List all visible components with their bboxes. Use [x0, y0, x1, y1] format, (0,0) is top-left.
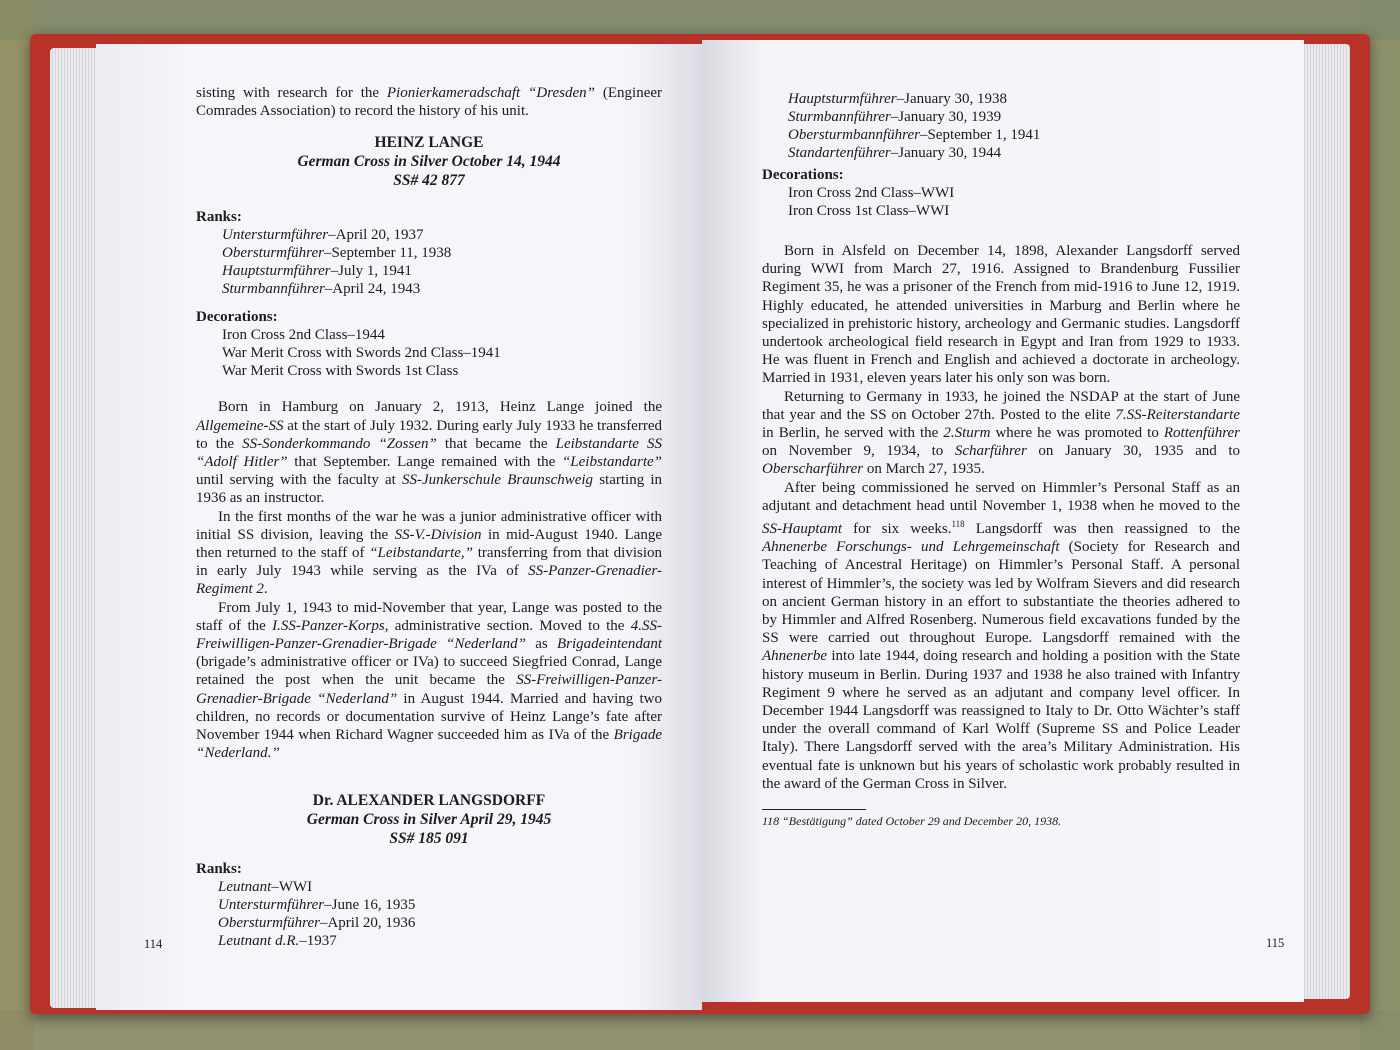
ranks-list-continued	[762, 90, 1240, 162]
decoration-item: War Merit Cross with Swords 2nd Class–1941	[222, 345, 501, 362]
ranks-label-langsdorff: Ranks:	[196, 861, 242, 878]
footnote-ref: 118	[951, 519, 965, 530]
rank-item: Obersturmführer–April 20, 1936	[218, 915, 416, 932]
entry-name-lange: HEINZ LANGE	[374, 134, 484, 152]
rank-item: Hauptsturmführer–July 1, 1941	[222, 263, 412, 280]
decorations-list-lange	[196, 326, 662, 380]
bio-paragraph-lange-3: From July 1, 1943 to mid-November that year, Lange was posted to the staff of the I.SS-Panzer-Korps, administrative section. Moved to the 4.SS-Freiwilligen-Panzer-Grenadier-Brigade “Nederland” as Brigadeintendant (brigade’s administrative officer or IVa) to succeed Siegfried Conrad, Lange retained the post when the unit became the SS-Freiwilligen-Panzer-Grenadier-Brigade “Nederland” in August 1944. Married and having two children, no records or documentation survive of Heinz Lange’s fate after November 1944 when Richard Wagner succeeded him as IVa of the Brigade “Nederland.”	[196, 599, 662, 762]
footnote-rule	[762, 809, 866, 810]
rank-item: Obersturmführer–September 11, 1938	[222, 245, 452, 262]
rank-item: Hauptsturmführer–January 30, 1938	[788, 91, 1008, 107]
intro-paragraph: sisting with research for the Pionierkameradschaft “Dresden” (Engineer Comrades Association) to record the history of his unit.	[196, 85, 663, 120]
decoration-item: Iron Cross 1st Class–WWI	[788, 203, 950, 219]
rank-item: Leutnant d.R.–1937	[218, 933, 337, 950]
bio-paragraph-langsdorff-2: Returning to Germany in 1933, he joined the NSDAP at the start of June that year and the SS on October 27th. Posted to the elite 7.SS-Reiterstandarte in Berlin, he served with the 2.Sturm where he was promoted to Rottenführer on November 9, 1934, to Scharführer on January 30, 1935 and to Oberscharführer on March 27, 1935.	[762, 388, 1240, 478]
rank-item: Obersturmbannführer–September 1, 1941	[788, 127, 1041, 143]
entry-name-langsdorff: Dr. ALEXANDER LANGSDORFF	[312, 792, 546, 810]
decorations-list-langsdorff	[762, 184, 1240, 220]
ss-number-lange: SS# 42 877	[393, 172, 465, 190]
award-langsdorff: German Cross in Silver April 29, 1945	[306, 811, 552, 829]
ranks-list-langsdorff	[196, 878, 662, 950]
decoration-item: War Merit Cross with Swords 1st Class	[222, 363, 459, 380]
page-number-left: 114	[144, 937, 163, 951]
award-lange: German Cross in Silver October 14, 1944	[297, 153, 561, 171]
decoration-item: Iron Cross 2nd Class–1944	[222, 327, 385, 344]
bio-paragraph-lange-2: In the first months of the war he was a junior administrative officer with initial SS division, leaving the SS-V.-Division in mid-August 1940. Lange then returned to the staff of “Leibstandarte,” transferring from that division in early July 1943 while serving as the IVa of SS-Panzer-Grenadier-Regiment 2.	[196, 508, 662, 598]
rank-item: Sturmbannführer–April 24, 1943	[222, 281, 421, 298]
page-number-right: 115	[1266, 936, 1285, 950]
decoration-item: Iron Cross 2nd Class–WWI	[788, 185, 955, 201]
rank-item: Leutnant–WWI	[218, 879, 313, 896]
decorations-label-lange: Decorations:	[196, 309, 278, 326]
bio-paragraph-langsdorff-3: After being commissioned he served on Himmler’s Personal Staff as an adjutant and detachment head until November 1, 1938 when he moved to the SS-Hauptamt for six weeks.$^{118}$ Langsdorff was then reassigned to the Ahnenerbe Forschungs- und Lehrgemeinschaft (Society for Research and Teaching of Ancestral Heritage) on Himmler’s Personal Staff. A personal interest of Himmler’s, the society was led by Wolfram Sievers and did research on ancient German history in an effort to substantiate the theories adhered to by Himmler and Alfred Rosenberg. Numerous field excavations funded by the SS were carried out throughout Europe. Langsdorff remained with the Ahnenerbe into late 1944, doing research and holding a position with the State history museum in Berlin. During 1937 and 1938 he also trained with Infantry Regiment 9 where he served as an adjutant and company level officer. In December 1944 Langsdorff was reassigned to Italy to Dr. Otto Wächter’s staff under the overall command of Karl Wolff (Supreme SS and Police Leader Italy). There Langsdorff served with the area’s Military Administration. His eventual fate is unknown but his years of scholastic work probably resulted in the award of the German Cross in Silver.	[762, 479, 1241, 792]
ss-number-langsdorff: SS# 185 091	[389, 830, 469, 848]
left-page	[96, 44, 702, 1010]
decorations-label-langsdorff: Decorations:	[762, 167, 844, 183]
footnote: 118 “Bestätigung” dated October 29 and December 20, 1938.	[762, 814, 1062, 829]
rank-item: Untersturmführer–June 16, 1935	[218, 897, 416, 914]
rank-item: Untersturmführer–April 20, 1937	[222, 227, 424, 244]
rank-item: Sturmbannführer–January 30, 1939	[788, 109, 1002, 125]
right-page	[702, 40, 1304, 1002]
rank-item: Standartenführer–January 30, 1944	[788, 145, 1002, 161]
bio-paragraph-langsdorff-1: Born in Alsfeld on December 14, 1898, Alexander Langsdorff served during WWI from March 27, 1916. Assigned to Brandenburg Fussilier Regiment 35, he was a prisoner of the French from mid-1916 to June 12, 1919. Highly educated, he attended universities in Marburg and Berlin where he specialized in prehistoric history, archeology and Germanic studies. Langsdorff undertook archeological field research in Egypt and Iran from 1929 to 1933. He was fluent in French and English and achieved a doctorate in archeology. Married in 1931, eleven years later his only son was born.	[762, 243, 1240, 387]
ranks-label-lange: Ranks:	[196, 209, 242, 226]
ranks-list-lange	[196, 226, 662, 298]
bio-paragraph-lange-1: Born in Hamburg on January 2, 1913, Heinz Lange joined the Allgemeine-SS at the start of July 1932. During early July 1933 he transferred to the SS-Sonderkommando “Zossen” that became the Leibstandarte SS “Adolf Hitler” that September. Lange remained with the “Leibstandarte” until serving with the faculty at SS-Junkerschule Braunschweig starting in 1936 as an instructor.	[196, 399, 663, 507]
